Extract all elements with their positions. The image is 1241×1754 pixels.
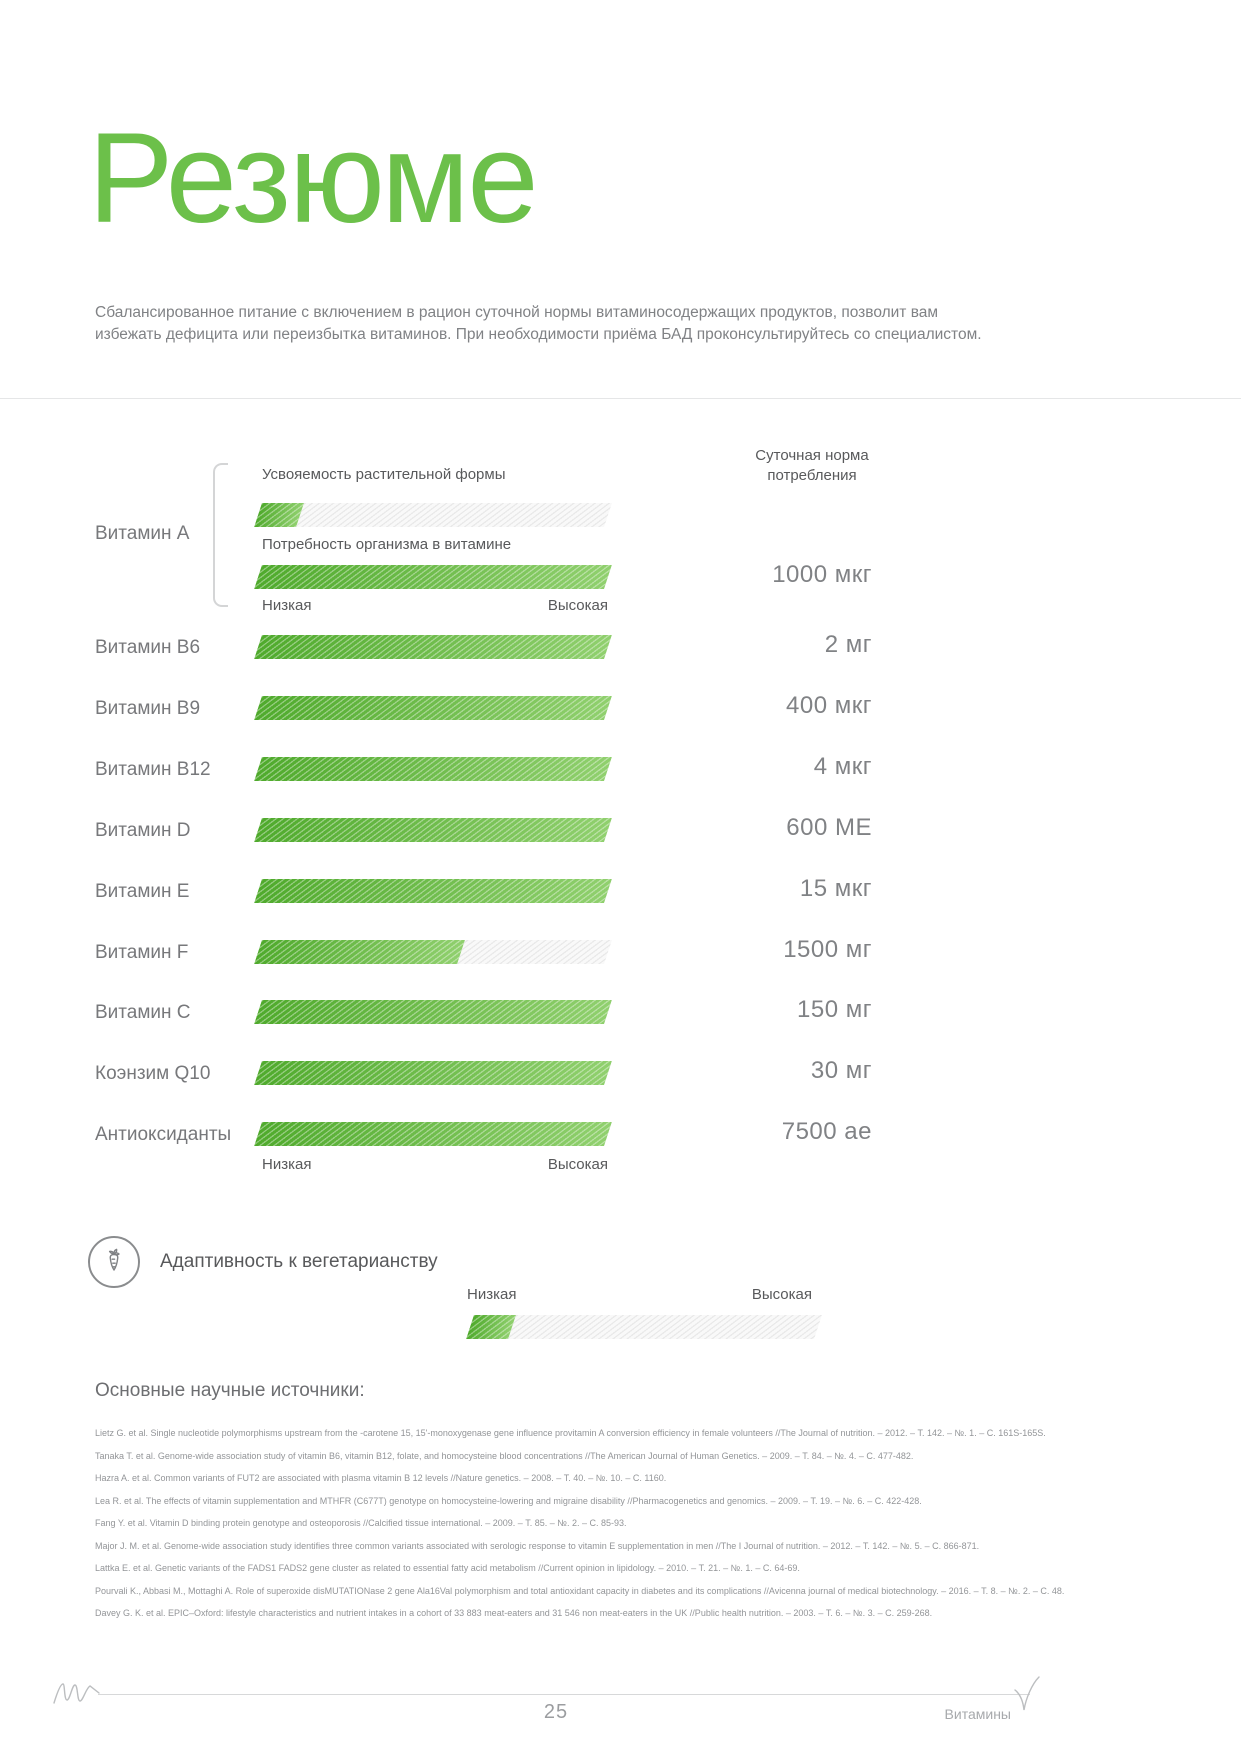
bar-fill: [254, 565, 612, 589]
value-vitamin-c: 150 мг: [797, 996, 872, 1023]
bar-fill: [254, 1000, 612, 1024]
bar-fill: [254, 1061, 612, 1085]
footer-divider: [98, 1694, 1030, 1695]
value-antioxidants: 7500 ае: [781, 1118, 872, 1145]
scale-low-label: Низкая: [262, 1156, 312, 1173]
reference-item: Lietz G. et al. Single nucleotide polymorphisms upstream from the -carotene 15, 15'-monoxygenase gene influence provitamin A conversion efficiency in female volunteers //The Journal of nutrition. – 2012. – Т. 142. – №. 1. – С. 161S-165S.: [95, 1428, 1046, 1438]
vegetarian-badge: [88, 1236, 140, 1288]
reference-item: Davey G. K. et al. EPIC–Oxford: lifestyle characteristics and nutrient intakes in a cohort of 33 883 meat-eaters and 31 546 non meat-eaters in the UK //Public health nutrition. – 2003. – Т. 6. – №. 3. – С. 259-268.: [95, 1608, 933, 1618]
bar-vitamin-b6: [254, 635, 612, 659]
row-label-vitamin-b9: Витамин B9: [95, 698, 201, 719]
scale-low-label: Низкая: [467, 1286, 517, 1303]
value-vitamin-a: 1000 мкг: [772, 561, 872, 588]
vegetarian-title: Адаптивность к вегетарианству: [160, 1251, 438, 1272]
sublabel-plant-absorption: Усвояемость растительной формы: [262, 466, 506, 483]
bar-fill: [254, 1122, 612, 1146]
row-label-vitamin-c: Витамин C: [95, 1002, 191, 1023]
daily-norm-header: Суточная норма потребления: [755, 447, 869, 484]
reference-item: Lea R. et al. The effects of vitamin supplementation and MTHFR (C677T) genotype on homocysteine-lowering and migraine disability //Pharmacogenetics and genomics. – 2009. – Т. 19. – №. 6. – С. 422-428.: [95, 1495, 922, 1506]
section-divider: [0, 398, 1241, 399]
reference-item: Pourvali K., Abbasi M., Mottaghi A. Role of superoxide disMUTATIONase 2 gene Ala16Val polymorphism and total antioxidant capacity in diabetes and its complications //Avicenna journal of medical biotechnology. – 2016. – Т. 8. – №. 2. – С. 48.: [95, 1585, 1065, 1596]
bar-vitamin-c: [254, 1000, 612, 1024]
row-label-vitamin-f: Витамин F: [95, 942, 189, 963]
footer-section-label: Витамины: [944, 1706, 1011, 1722]
scale-high-label: Высокая: [751, 1286, 812, 1303]
bar-fill: [466, 1315, 516, 1339]
row-label-vitamin-e: Витамин E: [95, 881, 190, 902]
sources-list: [95, 1426, 1157, 1629]
value-coenzyme-q10: 30 мг: [810, 1057, 872, 1084]
bar-vitamin-e: [254, 879, 612, 903]
bar-antioxidants: [254, 1122, 612, 1146]
reference-item: Lattka E. et al. Genetic variants of the FADS1 FADS2 gene cluster as related to essential fatty acid metabolism //Current opinion in lipidology. – 2010. – Т. 21. – №. 1. – С. 64-69.: [95, 1563, 800, 1573]
sublabel-body-need: Потребность организма в витамине: [262, 536, 512, 553]
bar-coenzyme-q10: [254, 1061, 612, 1085]
scale-high-label: Высокая: [547, 597, 608, 614]
bar-vitamin-b9: [254, 696, 612, 720]
bar-vitamin-a-need: [254, 565, 612, 589]
vitamin-a-group-bracket: [213, 463, 228, 607]
page-title: Резюме: [88, 107, 537, 250]
value-vitamin-b6: 2 мг: [824, 631, 872, 658]
bar-fill: [254, 940, 465, 964]
bar-vitamin-b12: [254, 757, 612, 781]
row-label-vitamin-a: Витамин А: [95, 523, 190, 544]
bar-vitamin-a-absorption: [254, 503, 612, 527]
reference-item: Fang Y. et al. Vitamin D binding protein genotype and osteoporosis //Calcified tissue international. – 2009. – Т. 85. – №. 2. – С. 85-93.: [95, 1518, 627, 1528]
bar-vegetarian-adaptability: [466, 1315, 822, 1339]
bar-vitamin-f: [254, 940, 612, 964]
scale-high-label: Высокая: [547, 1156, 608, 1173]
value-vitamin-d: 600 МЕ: [786, 814, 872, 841]
bar-fill: [254, 818, 612, 842]
row-label-vitamin-b12: Витамин B12: [95, 759, 211, 780]
scale-low-label: Низкая: [262, 597, 312, 614]
value-vitamin-f: 1500 мг: [783, 936, 872, 963]
value-vitamin-b12: 4 мкг: [813, 753, 872, 780]
intro-paragraph: Сбалансированное питание с включением в рацион суточной нормы витаминосодержащих продуктов, позволит вам избежать дефицита или переизбытка витаминов. При необходимости приёма БАД проконсультируйтесь со специалистом.: [95, 304, 982, 343]
bar-fill: [254, 879, 612, 903]
carrot-icon: [99, 1243, 129, 1282]
reference-item: Hazra A. et al. Common variants of FUT2 are associated with plasma vitamin B 12 levels //Nature genetics. – 2008. – Т. 40. – №. 10. – С. 1160.: [95, 1473, 667, 1483]
value-vitamin-e: 15 мкг: [799, 875, 872, 902]
bar-fill: [254, 696, 612, 720]
bar-vitamin-d: [254, 818, 612, 842]
row-label-antioxidants: Антиоксиданты: [95, 1124, 232, 1145]
row-label-vitamin-d: Витамин D: [95, 820, 191, 841]
sources-heading: Основные научные источники:: [95, 1380, 365, 1401]
bar-fill: [254, 757, 612, 781]
footer-page-number: 25: [543, 1701, 569, 1723]
row-label-vitamin-b6: Витамин B6: [95, 637, 201, 658]
bar-fill: [254, 503, 304, 527]
row-label-coenzyme-q10: Коэнзим Q10: [95, 1063, 211, 1084]
bar-fill: [254, 635, 612, 659]
reference-item: Major J. M. et al. Genome-wide association study identifies three common variants associated with serologic response to vitamin E supplementation in men //The I Journal of nutrition. – 2012. – Т. 142. – №. 5. – С. 866-871.: [95, 1540, 980, 1551]
reference-item: Tanaka T. et al. Genome-wide association study of vitamin B6, vitamin B12, folate, and homocysteine blood concentrations //The American Journal of Human Genetics. – 2009. – Т. 84. – №. 4. – С. 477-482.: [95, 1450, 914, 1461]
value-vitamin-b9: 400 мкг: [786, 692, 872, 719]
